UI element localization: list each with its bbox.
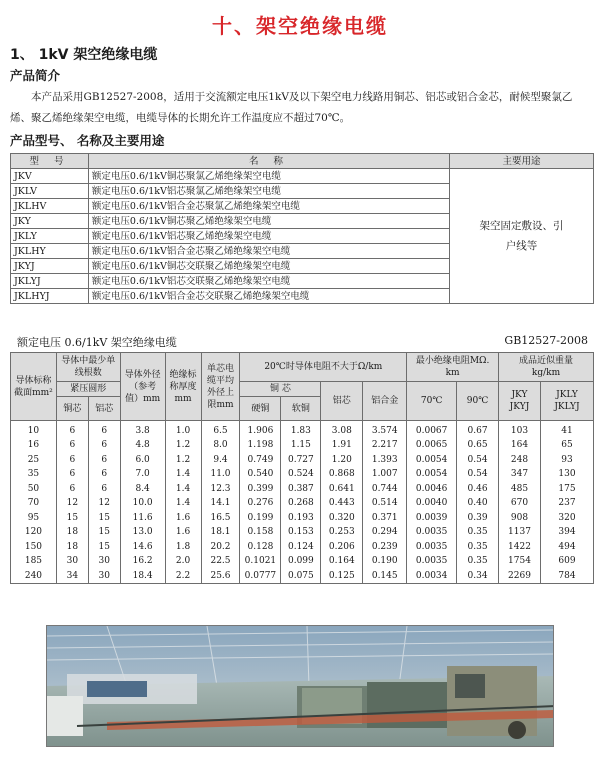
spec-cell-ins-res-90: 0.67 <box>457 421 499 439</box>
spec-cell-ins-res-70: 0.0067 <box>407 421 457 439</box>
spec-cell-res-al: 1.91 <box>321 439 363 454</box>
spec-cell-section: 10 <box>11 421 57 439</box>
models-usage <box>450 169 594 304</box>
spec-row <box>11 569 594 584</box>
spec-cell-insulation: 1.4 <box>165 468 201 483</box>
spec-cell-weight-al: 130 <box>540 468 593 483</box>
model-name: 额定电压0.6/1kV铝芯聚乙烯绝缘架空电缆 <box>88 229 449 244</box>
spec-header-ins-res: 最小绝缘电阻MΩ. km <box>407 353 499 382</box>
spec-cell-res-soft-cu: 0.193 <box>281 511 321 526</box>
spec-cell-res-al: 1.20 <box>321 453 363 468</box>
spec-cell-weight-al: 394 <box>540 526 593 541</box>
spec-cell-res-soft-cu: 0.099 <box>281 555 321 570</box>
spec-header-cu: 铜芯 <box>56 397 88 421</box>
spec-cell-cond-od: 11.6 <box>120 511 165 526</box>
model-name: 额定电压0.6/1kV铝芯交联聚乙烯绝缘架空电缆 <box>88 274 449 289</box>
spec-cell-res-hard-cu: 0.540 <box>240 468 281 483</box>
spec-cell-cond-od: 4.8 <box>120 439 165 454</box>
spec-row <box>11 497 594 512</box>
spec-cell-strands-cu: 30 <box>56 555 88 570</box>
spec-cell-weight-cu: 248 <box>499 453 541 468</box>
spec-cell-res-alloy: 2.217 <box>363 439 407 454</box>
spec-cell-res-soft-cu: 0.075 <box>281 569 321 584</box>
section-title: 1、 1kV 架空绝缘电缆 <box>10 47 158 63</box>
spec-cell-strands-cu: 6 <box>56 453 88 468</box>
spec-cell-res-al: 3.08 <box>321 421 363 439</box>
spec-cell-insulation: 1.0 <box>165 421 201 439</box>
spec-cell-ins-res-70: 0.0054 <box>407 453 457 468</box>
spec-cell-strands-al: 12 <box>88 497 120 512</box>
spec-cell-weight-cu: 908 <box>499 511 541 526</box>
spec-cell-res-hard-cu: 0.276 <box>240 497 281 512</box>
spec-cell-res-hard-cu: 0.1021 <box>240 555 281 570</box>
spec-cell-weight-cu: 347 <box>499 468 541 483</box>
model-name: 额定电压0.6/1kV铜芯交联聚乙烯绝缘架空电缆 <box>88 259 449 274</box>
spec-cell-res-hard-cu: 1.906 <box>240 421 281 439</box>
spec-cell-cable-od: 14.1 <box>201 497 240 512</box>
spec-header-alloy: 铝合金 <box>363 382 407 421</box>
spec-cell-ins-res-90: 0.35 <box>457 555 499 570</box>
spec-cell-res-alloy: 1.007 <box>363 468 407 483</box>
spec-cell-res-soft-cu: 0.153 <box>281 526 321 541</box>
spec-cell-cable-od: 6.5 <box>201 421 240 439</box>
spec-cell-res-alloy: 0.514 <box>363 497 407 512</box>
spec-cell-res-hard-cu: 0.0777 <box>240 569 281 584</box>
spec-cell-cond-od: 14.6 <box>120 540 165 555</box>
spec-cell-cond-od: 13.0 <box>120 526 165 541</box>
spec-cell-res-soft-cu: 0.727 <box>281 453 321 468</box>
spec-cell-section: 185 <box>11 555 57 570</box>
spec-cell-strands-al: 6 <box>88 482 120 497</box>
spec-cell-res-soft-cu: 0.524 <box>281 468 321 483</box>
spec-header-hard-cu: 硬铜 <box>240 397 281 421</box>
spec-header-insulation: 绝缘标称厚度mm <box>165 353 201 421</box>
spec-cell-res-al: 0.641 <box>321 482 363 497</box>
model-code: JKLY <box>11 229 89 244</box>
spec-cell-weight-al: 65 <box>540 439 593 454</box>
spec-cell-res-hard-cu: 1.198 <box>240 439 281 454</box>
spec-cell-weight-al: 93 <box>540 453 593 468</box>
spec-row <box>11 526 594 541</box>
model-name: 额定电压0.6/1kV铝合金芯交联聚乙烯绝缘架空电缆 <box>88 289 449 304</box>
spec-cell-cond-od: 18.4 <box>120 569 165 584</box>
spec-cell-insulation: 1.2 <box>165 439 201 454</box>
spec-cell-ins-res-70: 0.0046 <box>407 482 457 497</box>
spec-header-weight-al: JKLY JKLYJ <box>540 382 593 421</box>
models-table <box>10 153 594 304</box>
spec-cell-insulation: 1.8 <box>165 540 201 555</box>
spec-header-compact: 紧压圆形 <box>56 382 120 397</box>
spec-header-70c: 70℃ <box>407 382 457 421</box>
spec-cell-insulation: 2.2 <box>165 569 201 584</box>
spec-cell-cable-od: 8.0 <box>201 439 240 454</box>
spec-cell-cable-od: 18.1 <box>201 526 240 541</box>
spec-header-weight: 成品近似重量kg/km <box>499 353 594 382</box>
spec-cell-ins-res-90: 0.40 <box>457 497 499 512</box>
spec-cell-cable-od: 11.0 <box>201 468 240 483</box>
spec-cell-insulation: 1.6 <box>165 511 201 526</box>
spec-cell-res-alloy: 3.574 <box>363 421 407 439</box>
spec-cell-strands-al: 6 <box>88 421 120 439</box>
models-header-name: 名 称 <box>88 154 449 169</box>
spec-cell-res-hard-cu: 0.749 <box>240 453 281 468</box>
spec-cell-cond-od: 6.0 <box>120 453 165 468</box>
spec-cell-weight-cu: 485 <box>499 482 541 497</box>
spec-cell-cond-od: 8.4 <box>120 482 165 497</box>
intro-heading: 产品简介 <box>10 68 61 83</box>
spec-cell-insulation: 1.2 <box>165 453 201 468</box>
model-code: JKLV <box>11 184 89 199</box>
spec-cell-res-al: 0.868 <box>321 468 363 483</box>
spec-cell-ins-res-70: 0.0040 <box>407 497 457 512</box>
spec-cell-section: 150 <box>11 540 57 555</box>
spec-cell-res-alloy: 0.744 <box>363 482 407 497</box>
spec-cell-cond-od: 7.0 <box>120 468 165 483</box>
spec-row <box>11 555 594 570</box>
model-code: JKLHYJ <box>11 289 89 304</box>
spec-cell-res-hard-cu: 0.128 <box>240 540 281 555</box>
spec-cell-strands-cu: 15 <box>56 511 88 526</box>
spec-cell-ins-res-90: 0.35 <box>457 526 499 541</box>
spec-header-strands: 导体中最少单线根数 <box>56 353 120 382</box>
spec-row <box>11 421 594 439</box>
model-code: JKLHV <box>11 199 89 214</box>
model-name: 额定电压0.6/1kV铝合金芯聚氯乙烯绝缘架空电缆 <box>88 199 449 214</box>
spec-cell-section: 16 <box>11 439 57 454</box>
spec-cell-ins-res-70: 0.0039 <box>407 511 457 526</box>
spec-row <box>11 468 594 483</box>
spec-cell-weight-al: 494 <box>540 540 593 555</box>
spec-cell-res-al: 0.443 <box>321 497 363 512</box>
spec-cell-strands-al: 15 <box>88 526 120 541</box>
spec-cell-weight-al: 237 <box>540 497 593 512</box>
spec-cell-cable-od: 22.5 <box>201 555 240 570</box>
spec-cell-weight-al: 784 <box>540 569 593 584</box>
spec-cell-section: 35 <box>11 468 57 483</box>
spec-cell-section: 95 <box>11 511 57 526</box>
model-code: JKLHY <box>11 244 89 259</box>
model-code: JKV <box>11 169 89 184</box>
spec-cell-insulation: 2.0 <box>165 555 201 570</box>
spec-cell-section: 240 <box>11 569 57 584</box>
models-heading: 产品型号、 名称及主要用途 <box>10 133 165 148</box>
spec-standard: GB12527-2008 <box>504 334 588 347</box>
spec-cell-res-al: 0.206 <box>321 540 363 555</box>
spec-cell-weight-cu: 164 <box>499 439 541 454</box>
model-code: JKY <box>11 214 89 229</box>
spec-table <box>10 352 594 584</box>
spec-cell-strands-al: 30 <box>88 555 120 570</box>
spec-cell-cable-od: 20.2 <box>201 540 240 555</box>
spec-row <box>11 540 594 555</box>
spec-cell-ins-res-90: 0.46 <box>457 482 499 497</box>
spec-cell-weight-cu: 2269 <box>499 569 541 584</box>
spec-header-soft-cu: 软铜 <box>281 397 321 421</box>
spec-cell-section: 120 <box>11 526 57 541</box>
spec-cell-ins-res-70: 0.0034 <box>407 569 457 584</box>
spec-cell-ins-res-70: 0.0035 <box>407 555 457 570</box>
spec-cell-res-soft-cu: 0.124 <box>281 540 321 555</box>
spec-cell-section: 25 <box>11 453 57 468</box>
model-code: JKLYJ <box>11 274 89 289</box>
spec-cell-cond-od: 10.0 <box>120 497 165 512</box>
spec-cell-cond-od: 16.2 <box>120 555 165 570</box>
spec-caption-row <box>17 334 588 350</box>
spec-cell-res-soft-cu: 0.387 <box>281 482 321 497</box>
spec-header-copper-core: 铜 芯 <box>240 382 321 397</box>
spec-cell-strands-cu: 12 <box>56 497 88 512</box>
page-title: 十、架空绝缘电缆 <box>212 14 388 38</box>
spec-cell-strands-al: 15 <box>88 540 120 555</box>
spec-cell-strands-al: 15 <box>88 511 120 526</box>
models-header-usage: 主要用途 <box>450 154 594 169</box>
spec-cell-ins-res-70: 0.0035 <box>407 526 457 541</box>
spec-cell-res-hard-cu: 0.399 <box>240 482 281 497</box>
spec-cell-ins-res-70: 0.0035 <box>407 540 457 555</box>
spec-row <box>11 482 594 497</box>
spec-cell-ins-res-90: 0.34 <box>457 569 499 584</box>
spec-cell-insulation: 1.4 <box>165 497 201 512</box>
spec-cell-ins-res-70: 0.0054 <box>407 468 457 483</box>
spec-row <box>11 453 594 468</box>
spec-cell-res-soft-cu: 1.15 <box>281 439 321 454</box>
spec-cell-weight-cu: 670 <box>499 497 541 512</box>
spec-cell-res-al: 0.164 <box>321 555 363 570</box>
spec-header-cond-od: 导体外径（参考值）mm <box>120 353 165 421</box>
spec-cell-insulation: 1.4 <box>165 482 201 497</box>
spec-header-al-core: 铝芯 <box>321 382 363 421</box>
spec-cell-strands-cu: 18 <box>56 526 88 541</box>
spec-cell-cable-od: 16.5 <box>201 511 240 526</box>
spec-cell-weight-al: 175 <box>540 482 593 497</box>
spec-cell-res-al: 0.253 <box>321 526 363 541</box>
spec-cell-strands-cu: 6 <box>56 468 88 483</box>
spec-header-resistance: 20℃时导体电阻不大于Ω/km <box>240 353 407 382</box>
spec-cell-weight-al: 41 <box>540 421 593 439</box>
factory-production-line-photo <box>46 625 554 747</box>
spec-cell-insulation: 1.6 <box>165 526 201 541</box>
spec-cell-weight-cu: 1754 <box>499 555 541 570</box>
model-name: 额定电压0.6/1kV铝芯聚氯乙烯绝缘架空电缆 <box>88 184 449 199</box>
spec-cell-ins-res-90: 0.39 <box>457 511 499 526</box>
spec-cell-strands-cu: 6 <box>56 421 88 439</box>
usage-text: 架空固定敷设、引户线等 <box>479 220 564 252</box>
spec-cell-res-alloy: 0.371 <box>363 511 407 526</box>
spec-cell-ins-res-90: 0.35 <box>457 540 499 555</box>
spec-cell-res-hard-cu: 0.199 <box>240 511 281 526</box>
spec-cell-res-alloy: 0.239 <box>363 540 407 555</box>
spec-cell-res-al: 0.125 <box>321 569 363 584</box>
spec-cell-strands-al: 6 <box>88 439 120 454</box>
spec-cell-cable-od: 12.3 <box>201 482 240 497</box>
spec-cell-res-alloy: 0.294 <box>363 526 407 541</box>
model-name: 额定电压0.6/1kV铝合金芯聚乙烯绝缘架空电缆 <box>88 244 449 259</box>
spec-cell-weight-cu: 103 <box>499 421 541 439</box>
spec-cell-res-alloy: 0.190 <box>363 555 407 570</box>
model-name: 额定电压0.6/1kV铜芯聚氯乙烯绝缘架空电缆 <box>88 169 449 184</box>
spec-cell-cable-od: 9.4 <box>201 453 240 468</box>
spec-header-al: 铝芯 <box>88 397 120 421</box>
model-name: 额定电压0.6/1kV铜芯聚乙烯绝缘架空电缆 <box>88 214 449 229</box>
spec-row <box>11 439 594 454</box>
spec-cell-strands-al: 6 <box>88 453 120 468</box>
spec-cell-weight-al: 320 <box>540 511 593 526</box>
spec-caption: 额定电压 0.6/1kV 架空绝缘电缆 <box>17 336 177 349</box>
spec-cell-res-soft-cu: 0.268 <box>281 497 321 512</box>
spec-cell-strands-al: 6 <box>88 468 120 483</box>
spec-header-section: 导体标称截面mm² <box>11 353 57 421</box>
spec-cell-weight-cu: 1137 <box>499 526 541 541</box>
model-code: JKYJ <box>11 259 89 274</box>
spec-cell-weight-cu: 1422 <box>499 540 541 555</box>
spec-cell-strands-cu: 6 <box>56 439 88 454</box>
spec-cell-res-hard-cu: 0.158 <box>240 526 281 541</box>
spec-cell-ins-res-90: 0.54 <box>457 453 499 468</box>
spec-cell-ins-res-70: 0.0065 <box>407 439 457 454</box>
intro-paragraph: 本产品采用GB12527-2008，适用于交流额定电压1kV及以下架空电力线路用铜芯、铝芯或铝合金芯，耐候型聚氯乙烯、聚乙烯绝缘架空电缆，电缆导体的长期允许工作温度应不超过70℃。 <box>10 91 573 124</box>
spec-cell-res-soft-cu: 1.83 <box>281 421 321 439</box>
spec-header-weight-cu: JKY JKYJ <box>499 382 541 421</box>
models-header-model: 型 号 <box>11 154 89 169</box>
spec-cell-strands-cu: 34 <box>56 569 88 584</box>
spec-cell-strands-al: 30 <box>88 569 120 584</box>
spec-cell-cable-od: 25.6 <box>201 569 240 584</box>
spec-cell-weight-al: 609 <box>540 555 593 570</box>
spec-cell-ins-res-90: 0.65 <box>457 439 499 454</box>
spec-cell-strands-cu: 6 <box>56 482 88 497</box>
spec-header-cable-od: 单芯电缆平均外径上限mm <box>201 353 240 421</box>
spec-row <box>11 511 594 526</box>
spec-cell-cond-od: 3.8 <box>120 421 165 439</box>
models-row <box>11 169 594 184</box>
spec-cell-strands-cu: 18 <box>56 540 88 555</box>
spec-header-90c: 90℃ <box>457 382 499 421</box>
spec-cell-res-al: 0.320 <box>321 511 363 526</box>
spec-cell-section: 70 <box>11 497 57 512</box>
spec-cell-res-alloy: 1.393 <box>363 453 407 468</box>
spec-cell-ins-res-90: 0.54 <box>457 468 499 483</box>
spec-cell-res-alloy: 0.145 <box>363 569 407 584</box>
spec-cell-section: 50 <box>11 482 57 497</box>
